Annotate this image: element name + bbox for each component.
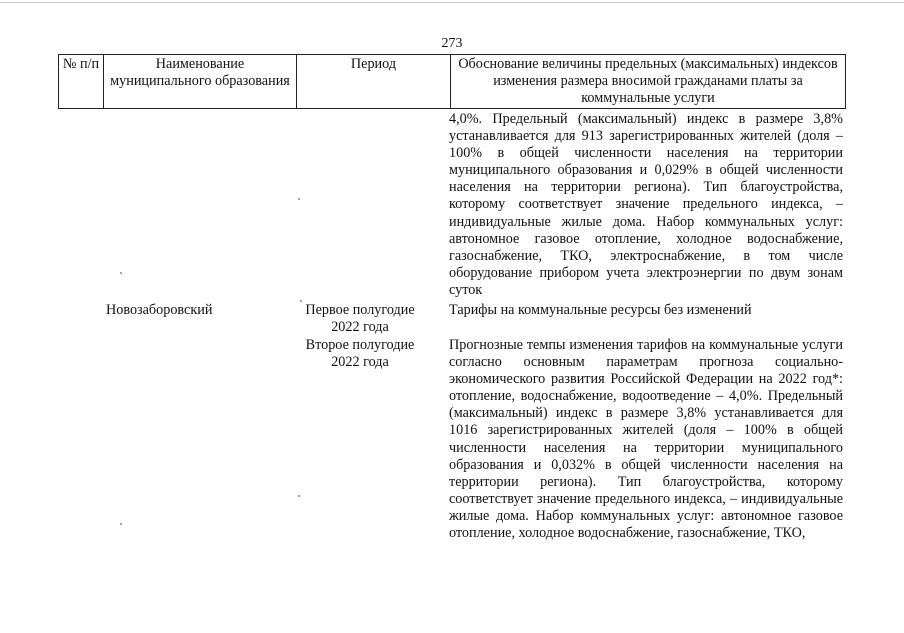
header-col-period: Период: [350, 56, 397, 72]
basis-second-half: Прогнозные темпы изменения тарифов на коммунальные услуги согласно основным параметрам прогноза социально-экономического развития Российской Федерации на 2022 год*: отопление, водоснабжение, водоотведение – 4,0%. Предельный (максимальный) индекс в размере 3,8% устанавливается для 1016 зарегистрированных жителей (доля – 100% в общей численности населения на территории муниципального образования и 0,032% в общей численности населения на территории региона). Тип благоустройства, которому соответствует значение предельного индекса, – индивидуальные жилые дома. Набор коммунальных услуг: автономное газовое отопление, холодное водоснабжение, газоснабжение, ТКО,: [449, 337, 843, 542]
scan-edge-line: [0, 2, 904, 3]
scan-speck: [298, 198, 300, 200]
scan-speck: [120, 272, 122, 274]
header-col-municipality: Наименование муниципального образования: [110, 56, 290, 89]
scan-speck: [298, 495, 300, 497]
page-number: 273: [441, 36, 463, 51]
table-header: [58, 54, 846, 109]
scan-speck: [120, 523, 122, 525]
header-col-basis: Обоснование величины предельных (максимальных) индексов изменения размера вносимой гражданами платы за коммунальные услуги: [458, 56, 838, 106]
header-col-number: № п/п: [62, 56, 100, 72]
continuation-paragraph: 4,0%. Предельный (максимальный) индекс в размере 3,8% устанавливается для 913 зарегистрированных жителей (доля – 100% в общей численности населения на территории муниципального образования и 0,029% в общей численности населения на территории региона). Тип благоустройства, которому соответствует значение предельного индекса, – индивидуальные жилые дома. Набор коммунальных услуг: автономное газовое отопление, холодное водоснабжение, газоснабжение, ТКО, электроснабжение, в том числе оборудование прибором учета электроэнергии по двум зонам суток: [449, 111, 843, 298]
scan-speck: [300, 300, 302, 302]
period-first-half: Первое полугодие 2022 года: [305, 302, 415, 335]
basis-first-half: Тарифы на коммунальные ресурсы без изменений: [449, 302, 752, 318]
period-second-half: Второе полугодие 2022 года: [305, 337, 415, 370]
municipality-name: Новозаборовский: [106, 302, 213, 318]
